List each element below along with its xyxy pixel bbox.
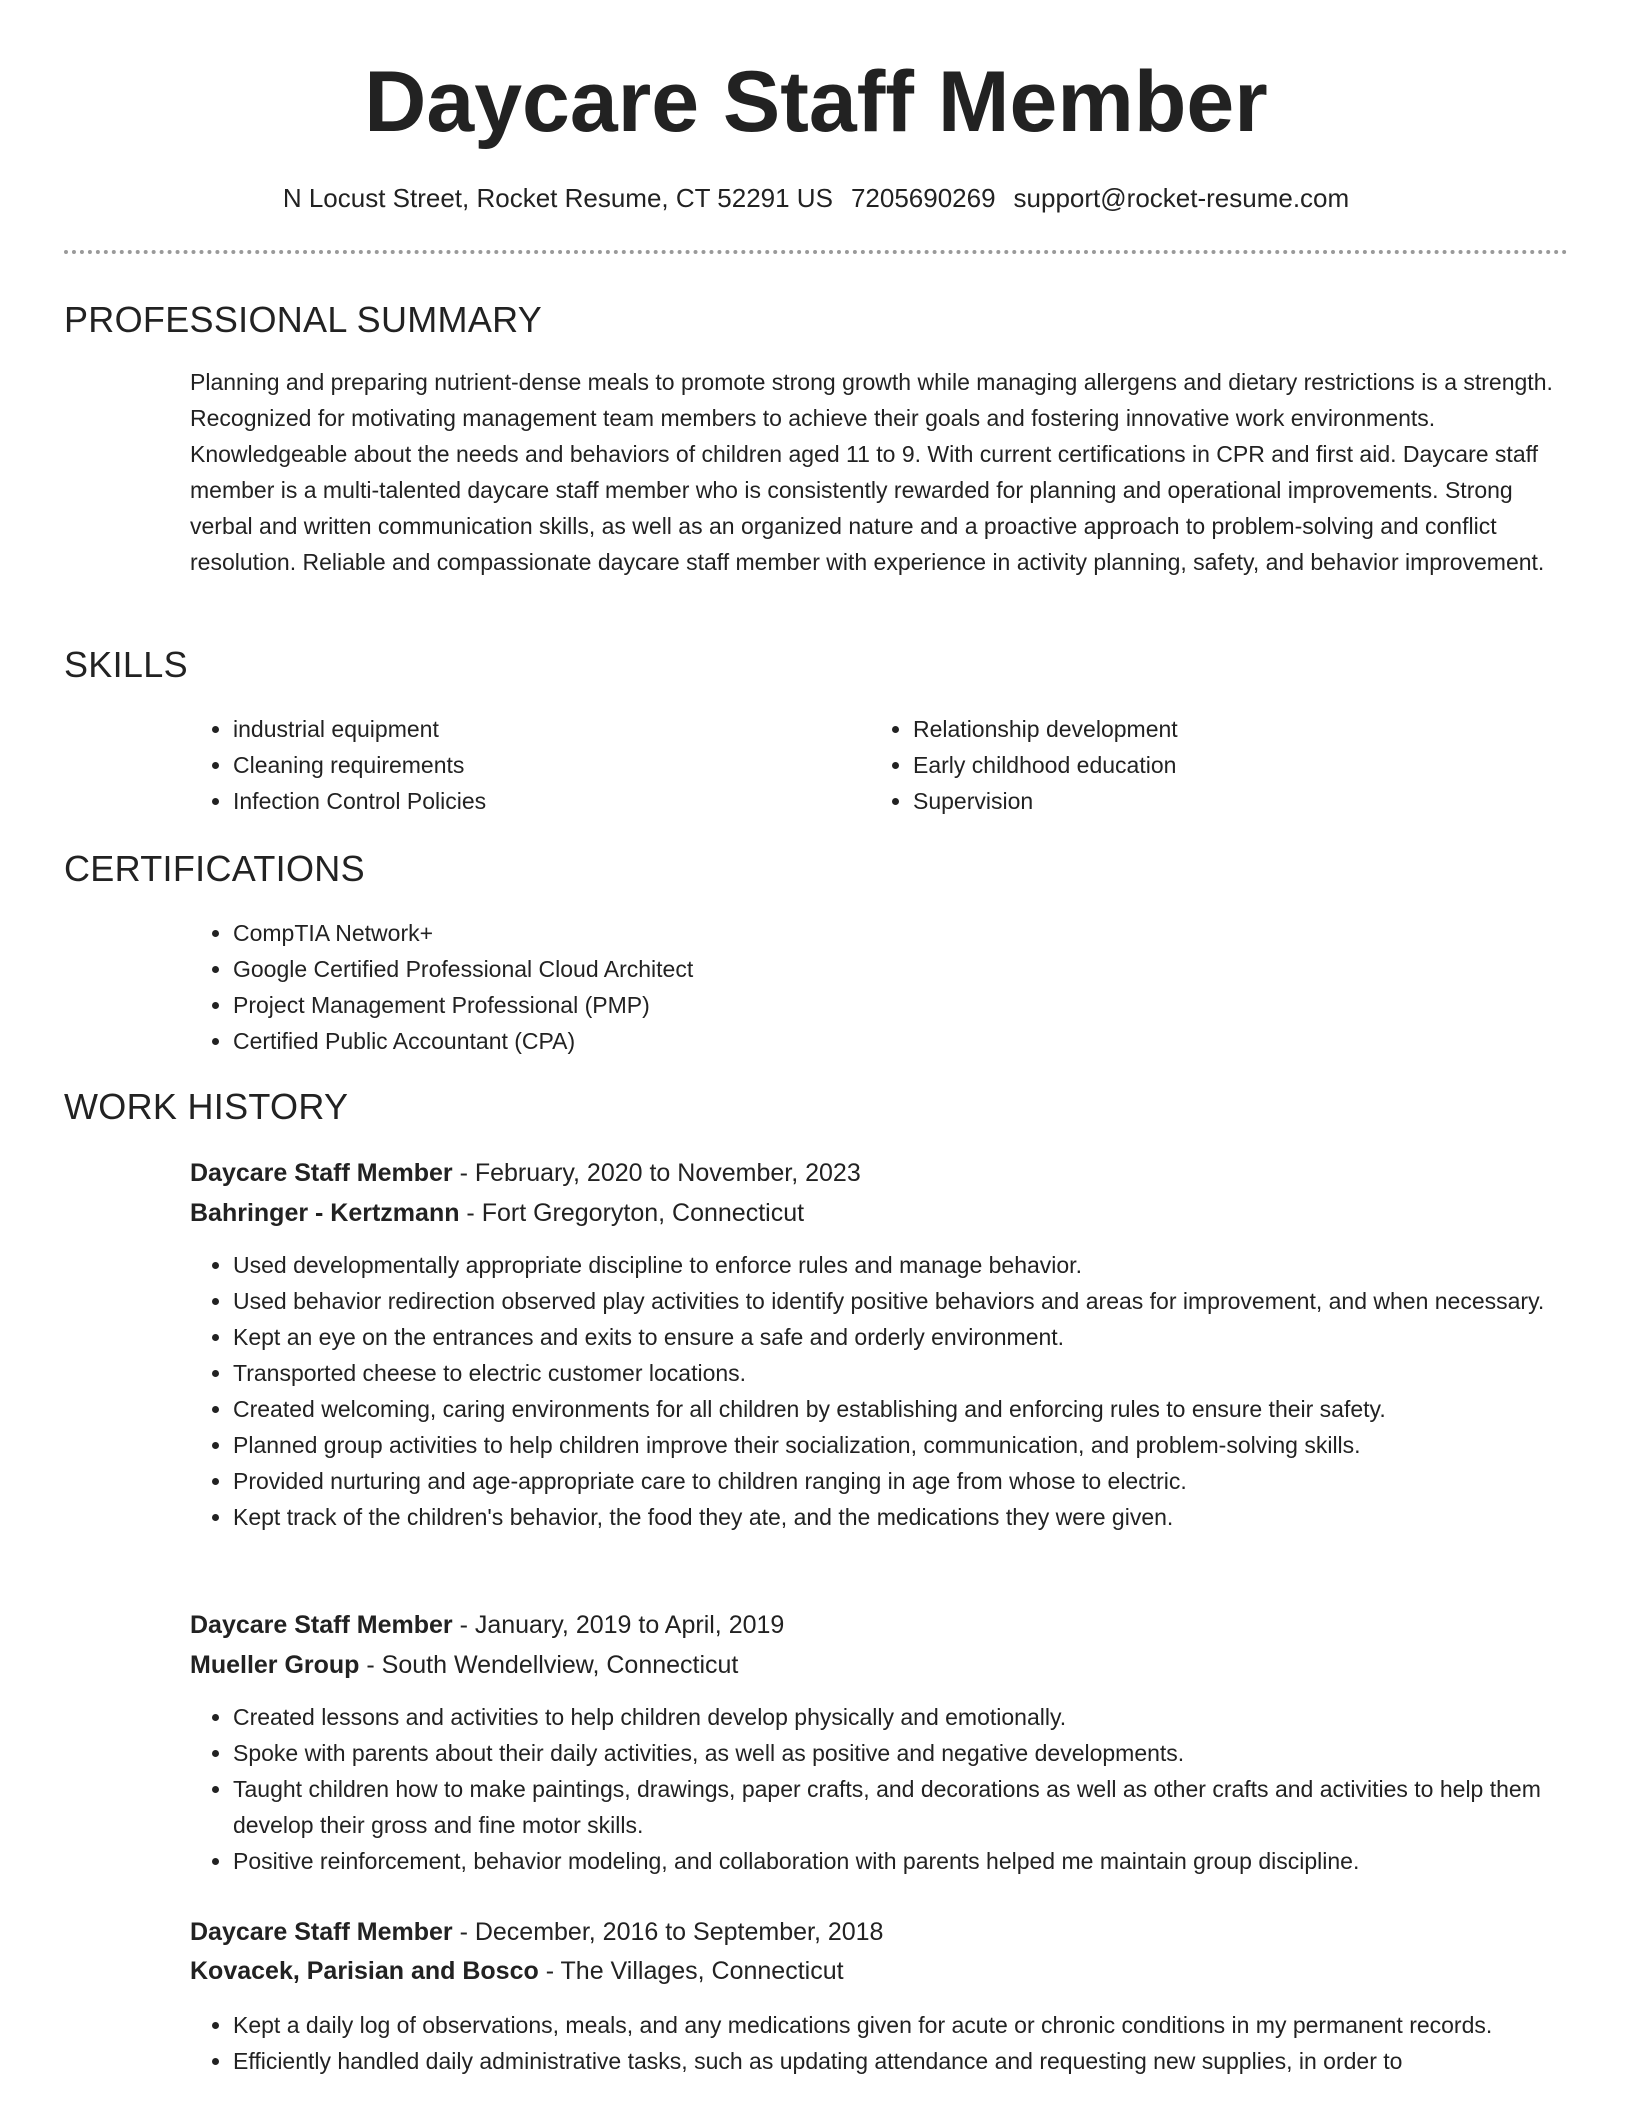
skills-heading: SKILLS	[64, 644, 188, 685]
job-company: Kovacek, Parisian and Bosco	[190, 1957, 539, 1985]
job-bullet: • Used developmentally appropriate discipline to enforce rules and manage behavior.	[233, 1247, 1613, 1283]
work-history-heading: WORK HISTORY	[64, 1086, 349, 1127]
contact-address: N Locust Street, Rocket Resume, CT 52291 US	[282, 183, 833, 213]
job-company-line	[190, 1647, 738, 1683]
skills-list-left	[190, 711, 833, 819]
certification-item: • Google Certified Professional Cloud Architect	[233, 951, 1433, 987]
contact-email: support@rocket-resume.com	[1013, 183, 1350, 213]
job-location: - Fort Gregoryton, Connecticut	[459, 1199, 805, 1227]
skill-item: • Early childhood education	[913, 747, 1513, 783]
certifications-list	[190, 915, 1433, 1059]
job-dates: - December, 2016 to September, 2018	[452, 1918, 884, 1946]
skill-item: • Relationship development	[913, 711, 1513, 747]
job-company-line	[190, 1195, 804, 1231]
skill-item: • Infection Control Policies	[233, 783, 833, 819]
job-bullet: • Provided nurturing and age-appropriate care to children ranging in age from whose to electric.	[233, 1463, 1613, 1499]
certification-item: • Project Management Professional (PMP)	[233, 987, 1433, 1023]
job-bullet: • Created welcoming, caring environments for all children by establishing and enforcing rules to ensure their safety.	[233, 1391, 1613, 1427]
header-divider	[64, 250, 1568, 254]
job-bullet: • Planned group activities to help children improve their socialization, communication, and problem-solving skills.	[233, 1427, 1613, 1463]
job-dates: - February, 2020 to November, 2023	[452, 1159, 861, 1187]
job-bullet: • Created lessons and activities to help children develop physically and emotionally.	[233, 1699, 1613, 1735]
job-bullet: • Positive reinforcement, behavior modeling, and collaboration with parents helped me maintain group discipline.	[233, 1843, 1613, 1879]
job-bullet: • Kept an eye on the entrances and exits to ensure a safe and orderly environment.	[233, 1319, 1613, 1355]
job-title-line	[190, 1914, 883, 1950]
skill-item: • Cleaning requirements	[233, 747, 833, 783]
job-bullets	[190, 1247, 1613, 1535]
certification-item: • Certified Public Accountant (CPA)	[233, 1023, 1433, 1059]
certifications-heading: CERTIFICATIONS	[64, 848, 365, 889]
job-title: Daycare Staff Member	[190, 1918, 453, 1946]
contact-line	[0, 180, 1632, 216]
job-dates: - January, 2019 to April, 2019	[452, 1611, 785, 1639]
job-title-line	[190, 1155, 861, 1191]
job-bullet: • Kept a daily log of observations, meals, and any medications given for acute or chronic conditions in my permanent records.	[233, 2007, 1613, 2043]
job-bullet: • Efficiently handled daily administrative tasks, such as updating attendance and requesting new supplies, in order to	[233, 2043, 1613, 2079]
skill-item: • industrial equipment	[233, 711, 833, 747]
job-location: - South Wendellview, Connecticut	[359, 1651, 739, 1679]
resume-name: Daycare Staff Member	[364, 54, 1268, 150]
job-title: Daycare Staff Member	[190, 1611, 453, 1639]
job-bullet: • Used behavior redirection observed play activities to identify positive behaviors and areas for improvement, and when necessary.	[233, 1283, 1613, 1319]
job-title-line	[190, 1607, 784, 1643]
certification-item: • CompTIA Network+	[233, 915, 1433, 951]
job-bullet: • Taught children how to make paintings, drawings, paper crafts, and decorations as well as other crafts and activities to help them develop their gross and fine motor skills.	[233, 1771, 1613, 1843]
job-company: Bahringer - Kertzmann	[190, 1199, 460, 1227]
summary-heading: PROFESSIONAL SUMMARY	[64, 299, 543, 340]
job-bullet: • Kept track of the children's behavior, the food they ate, and the medications they were given.	[233, 1499, 1613, 1535]
job-bullet: • Transported cheese to electric customer locations.	[233, 1355, 1613, 1391]
job-location: - The Villages, Connecticut	[538, 1957, 844, 1985]
contact-phone: 7205690269	[850, 183, 996, 213]
job-bullets	[190, 2007, 1613, 2079]
skill-item: • Supervision	[913, 783, 1513, 819]
job-title: Daycare Staff Member	[190, 1159, 453, 1187]
skills-list-right	[870, 711, 1513, 819]
job-company-line	[190, 1953, 844, 1989]
job-bullets	[190, 1699, 1613, 1879]
job-bullet: • Spoke with parents about their daily activities, as well as positive and negative developments.	[233, 1735, 1613, 1771]
job-company: Mueller Group	[190, 1651, 360, 1679]
summary-text: Planning and preparing nutrient-dense meals to promote strong growth while managing allergens and dietary restrictions is a strength. Recognized for motivating management team members to achieve their goals and fostering innovative work environments. Knowledgeable about the needs and behaviors of children aged 11 to 9. With current certifications in CPR and first aid. Daycare staff member is a multi-talented daycare staff member who is consistently rewarded for planning and operational improvements. Strong verbal and written communication skills, as well as an organized nature and a proactive approach to problem-solving and conflict resolution. Reliable and compassionate daycare staff member with experience in activity planning, safety, and behavior improvement.	[190, 369, 1553, 575]
